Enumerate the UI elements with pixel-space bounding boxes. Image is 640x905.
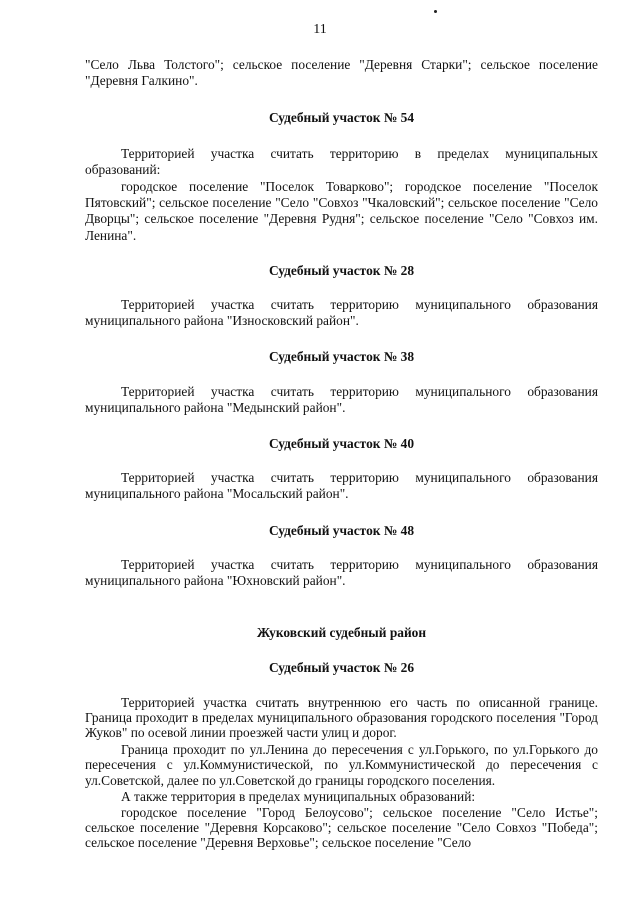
section-heading-40: Судебный участок № 40 (268, 436, 415, 452)
section-26-paragraph-3: А также территория в пределах муниципальных образований: (121, 789, 476, 805)
section-heading-26: Судебный участок № 26 (268, 660, 415, 676)
section-54-paragraph-1: Территорией участка считать территорию в пределах муниципальных образований: (85, 145, 598, 177)
scan-speck (434, 10, 437, 13)
section-40-paragraph: Территорией участка считать территорию муниципального образования муниципального района "Мосальский район". (85, 470, 598, 502)
section-heading-28: Судебный участок № 28 (268, 262, 415, 278)
section-38-paragraph: Территорией участка считать территорию муниципального образования муниципального района "Медынский район". (85, 383, 598, 415)
section-heading-38: Судебный участок № 38 (268, 349, 415, 365)
district-title: Жуковский судебный район (256, 625, 427, 641)
section-heading-54: Судебный участок № 54 (268, 110, 415, 126)
section-26-paragraph-2: Граница проходит по ул.Ленина до пересечения с ул.Горького, по ул.Горького до пересечения с ул.Коммунистической, по ул.Коммунистической до пересечения с ул.Советской, далее по ул.Советской до границы городского поселения. (85, 741, 598, 788)
intro-paragraph: "Село Льва Толстого"; сельское поселение "Деревня Старки"; сельское поселение "Деревня Галкино". (85, 57, 598, 89)
section-54-paragraph-2: городское поселение "Поселок Товарково"; городское поселение "Поселок Пятовский"; сельское поселение "Село "Совхоз "Чкаловский"; сельское поселение "Село Дворцы"; сельское поселение "Деревня Рудня"; сельское поселение "Село "Совхоз им. Ленина". (85, 179, 598, 243)
page-number: 11 (313, 22, 327, 37)
section-28-paragraph: Территорией участка считать территорию муниципального образования муниципального района "Износковский район". (85, 297, 598, 329)
section-heading-48: Судебный участок № 48 (268, 522, 415, 538)
section-48-paragraph: Территорией участка считать территорию муниципального образования муниципального района "Юхновский район". (85, 556, 598, 589)
section-26-paragraph-4: городское поселение "Город Белоусово"; сельское поселение "Село Истье"; сельское поселение "Деревня Корсаково"; сельское поселение "Село Совхоз "Победа"; сельское поселение "Деревня Верховье"; сельское поселение "Село (85, 804, 598, 851)
section-26-body (85, 695, 598, 851)
section-26-paragraph-1: Территорией участка считать внутреннюю его часть по описанной границе. Граница проходит в пределах муниципального образования городского поселения "Город Жуков" по осевой линии проезжей части улиц и дорог. (85, 694, 598, 741)
document-body (85, 55, 598, 851)
